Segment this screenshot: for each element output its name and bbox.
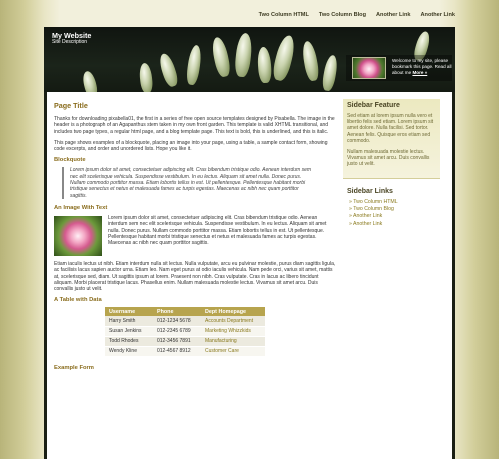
header-photo (157, 52, 180, 88)
promo-text: Welcome to my site, please bookmark this page. Read all about me (392, 58, 452, 75)
table-row (105, 346, 265, 356)
column-header-phone: Phone (153, 307, 201, 316)
nav-link-another-link-1[interactable]: Another Link (376, 11, 411, 18)
data-table (105, 307, 265, 357)
image-with-text (54, 215, 336, 256)
header-photo (81, 70, 99, 92)
blockquote-heading: Blockquote (54, 157, 86, 164)
header-photo (234, 32, 254, 77)
image-heading: An Image With Text (54, 204, 108, 211)
nav-link-two-column-html[interactable]: Two Column HTML (258, 11, 309, 18)
flower-image (54, 216, 102, 256)
main-content (54, 101, 336, 375)
sidebar-links-title: Sidebar Links (347, 187, 393, 195)
site-description: Site Description (52, 39, 88, 45)
table-row (105, 316, 265, 326)
header-photo (321, 54, 339, 92)
table-row (105, 336, 265, 346)
sidebar-feature-text: Sed etiam at lorem ipsum nulla vero et libertio felis sed etiam. Lorem ipsum sit amet dolore. Nulla facilisi. Sed tortor. Aenean felis. Quisque eros etiam sed commodo. (347, 113, 434, 144)
cell-username: Harry Smith (105, 316, 153, 326)
nav-link-another-link-2[interactable]: Another Link (420, 11, 455, 18)
site-header (44, 27, 455, 92)
promo-more-link[interactable]: More » (412, 70, 428, 75)
promo-flower-image (352, 57, 386, 79)
form-heading: Example Form (54, 364, 94, 371)
header-photo (257, 47, 272, 84)
body-paragraph: Etiam iaculis lectus ut nibh. Etiam interdum nulla sit lectus. Nulla vulputate, arcu eu pulvinar molestie, purus diam sagittis ligula, ac facilisis lacus sapien auctor urna. Etiam leo. Nam eget purus at odio iaculis vehicula. Nam pede orci, varius sit amet, mattis at, scelerisque sed, diam. Ut sagittis ipsum at lorem. Praesent non nibh. Cras vulputate. Cras in lacus ac libero tincidunt aliquam. Morbi placerat tristique lacus. Phasellus enim. Nullam malesuada molestie lectus. Vivamus sit amet arcu. Duis convallis justo ut velit. (54, 260, 336, 293)
sidebar-link-another-link-2[interactable]: » Another Link (349, 221, 440, 228)
sidebar-links (343, 199, 440, 228)
header-photo (210, 36, 232, 78)
cell-dept-link[interactable]: Marketing Whizzkids (201, 326, 265, 336)
site-title[interactable]: My Website (52, 31, 92, 40)
cell-phone: 012-2345 6789 (153, 326, 201, 336)
intro-paragraph: Thanks for downloading pixabella01, the first in a series of free open source templates designed by Pixabella. The image in the header is a photograph of an Agapanthus stem taken in my own front garden. This template is valid XHTML transitional, and includes two page types, a regular html page, and a blog template page. This text is bold, this is underlined, and this is italic. (54, 116, 335, 135)
table-header-row (105, 307, 265, 316)
header-photo (301, 40, 321, 82)
cell-phone: 012-1234 5678 (153, 316, 201, 326)
sidebar-feature-title: Sidebar Feature (347, 102, 400, 109)
top-navigation (44, 0, 455, 28)
promo-text-block (392, 58, 452, 76)
sidebar-link-two-column-html[interactable]: » Two Column HTML (349, 199, 440, 206)
header-photo (138, 62, 153, 92)
cell-dept-link[interactable]: Accounts Department (201, 316, 265, 326)
cell-dept-link[interactable]: Manufacturing (201, 336, 265, 346)
header-photo (185, 44, 202, 85)
table-row (105, 326, 265, 336)
sidebar-link-two-column-blog[interactable]: » Two Column Blog (349, 206, 440, 213)
image-text: Lorem ipsum dolor sit amet, consectetuer adipiscing elit. Cras bibendum tristique odio. Aenean interdum sem nec elit scelerisque vehicula. Suspendisse vestibulum. In eu lectus. Aliquam sit amet nulla. Donec purus. Nullam commodo porttitor massa. Etiam lobortis tellus in est. Ut pellentesque. Pellentesque habitant morbi tristique senectus et netus et malesuada fames ac turpis egestas. Maecenas ac nibh nec quam porttitor sagittis. (108, 214, 327, 247)
cell-username: Wendy Kline (105, 346, 153, 356)
column-header-dept: Dept Homepage (201, 307, 265, 316)
table-heading: A Table with Data (54, 297, 102, 304)
cell-phone: 012-4567 8912 (153, 346, 201, 356)
cell-phone: 012-3456 7891 (153, 336, 201, 346)
column-header-username: Username (105, 307, 153, 316)
blockquote: Lorem ipsum dolor sit amet, consectetuer adipiscing elit. Cras bibendum tristique odio. Aenean interdum sem nec elit scelerisque vehicula. Suspendisse vestibulum. In eu lectus. Aliquam sit amet nulla. Donec purus. Nullam commodo porttitor massa. Etiam lobortis tellus in est. Ut pellentesque. Pellentesque habitant morbi tristique senectus et netus et malesuada fames ac turpis egestas. Maecenas ac nibh nec quam porttitor sagittis. (62, 167, 312, 198)
cell-dept-link[interactable]: Customer Care (201, 346, 265, 356)
cell-username: Susan Jenkins (105, 326, 153, 336)
header-promo (346, 55, 452, 81)
main-container (44, 92, 455, 459)
nav-link-two-column-blog[interactable]: Two Column Blog (318, 11, 366, 18)
header-photo (271, 34, 298, 83)
sidebar-feature-box (343, 99, 440, 179)
page-title: Page Title (54, 101, 88, 110)
sidebar (343, 99, 440, 228)
sidebar-link-another-link-1[interactable]: » Another Link (349, 213, 440, 220)
cell-username: Todd Rhodes (105, 336, 153, 346)
intro-paragraph-2: This page shows examples of a blockquote, placing an image into your page, using a table, a sample contact form, showing code excerpts, and order and unordered lists. Hope you like it. (54, 139, 328, 153)
sidebar-feature-text-2: Nullam malesuada molestie lectus. Vivamus sit amet arcu. Duis convallis justo ut velit. (347, 149, 430, 168)
